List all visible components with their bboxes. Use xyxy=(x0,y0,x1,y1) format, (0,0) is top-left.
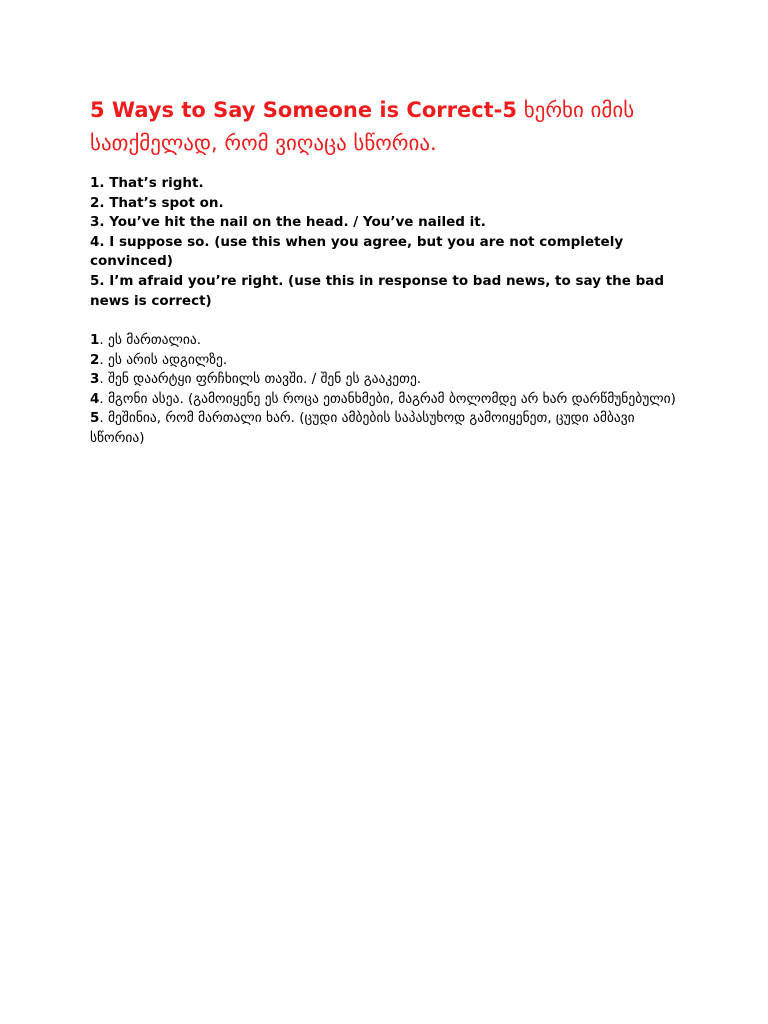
georgian-phrase-list xyxy=(90,331,690,449)
page-title xyxy=(90,94,690,160)
item-text: . შენ დაარტყი ფრჩხილს თავში. / შენ ეს გააკეთე. xyxy=(99,371,422,388)
item-number: 5 xyxy=(90,410,100,427)
english-phrase-item: 2. That’s spot on. xyxy=(90,194,224,211)
item-text: . ეს მართალია. xyxy=(99,332,202,348)
item-number: 3 xyxy=(90,371,100,388)
english-phrase-list xyxy=(90,174,690,311)
item-text: . ეს არის ადგილზე. xyxy=(99,351,228,368)
georgian-phrase-item xyxy=(90,409,690,448)
georgian-phrase-item xyxy=(90,370,690,390)
georgian-phrase-item xyxy=(90,351,690,371)
english-phrase-item: 1. That’s right. xyxy=(90,175,204,191)
item-text: . მგონი ასეა. (გამოიყენე ეს როცა ეთანხმები, მაგრამ ბოლომდე არ ხარ დარწმუნებული) xyxy=(99,390,676,407)
item-number: 1 xyxy=(90,332,100,348)
item-number: 2 xyxy=(90,351,100,368)
georgian-phrase-item xyxy=(90,331,690,351)
english-phrase-item: 3. You’ve hit the nail on the head. / You’ve nailed it. xyxy=(90,214,486,231)
georgian-phrase-item xyxy=(90,390,690,410)
item-text: . მეშინია, რომ მართალი ხარ. (ცუდი ამბების საპასუხოდ გამოიყენეთ, ცუდი ამბავი სწორია) xyxy=(90,410,635,446)
title-english: 5 Ways to Say Someone is Correct-5 xyxy=(90,98,518,122)
english-phrase-item: 5. I’m afraid you’re right. (use this in response to bad news, to say the bad news is correct) xyxy=(90,272,665,309)
item-number: 4 xyxy=(90,390,100,407)
english-phrase-item: 4. I suppose so. (use this when you agree, but you are not completely convinced) xyxy=(90,233,624,270)
title-georgian: ხერხი იმის სათქმელად, რომ ვიღაცა სწორია. xyxy=(90,98,635,155)
